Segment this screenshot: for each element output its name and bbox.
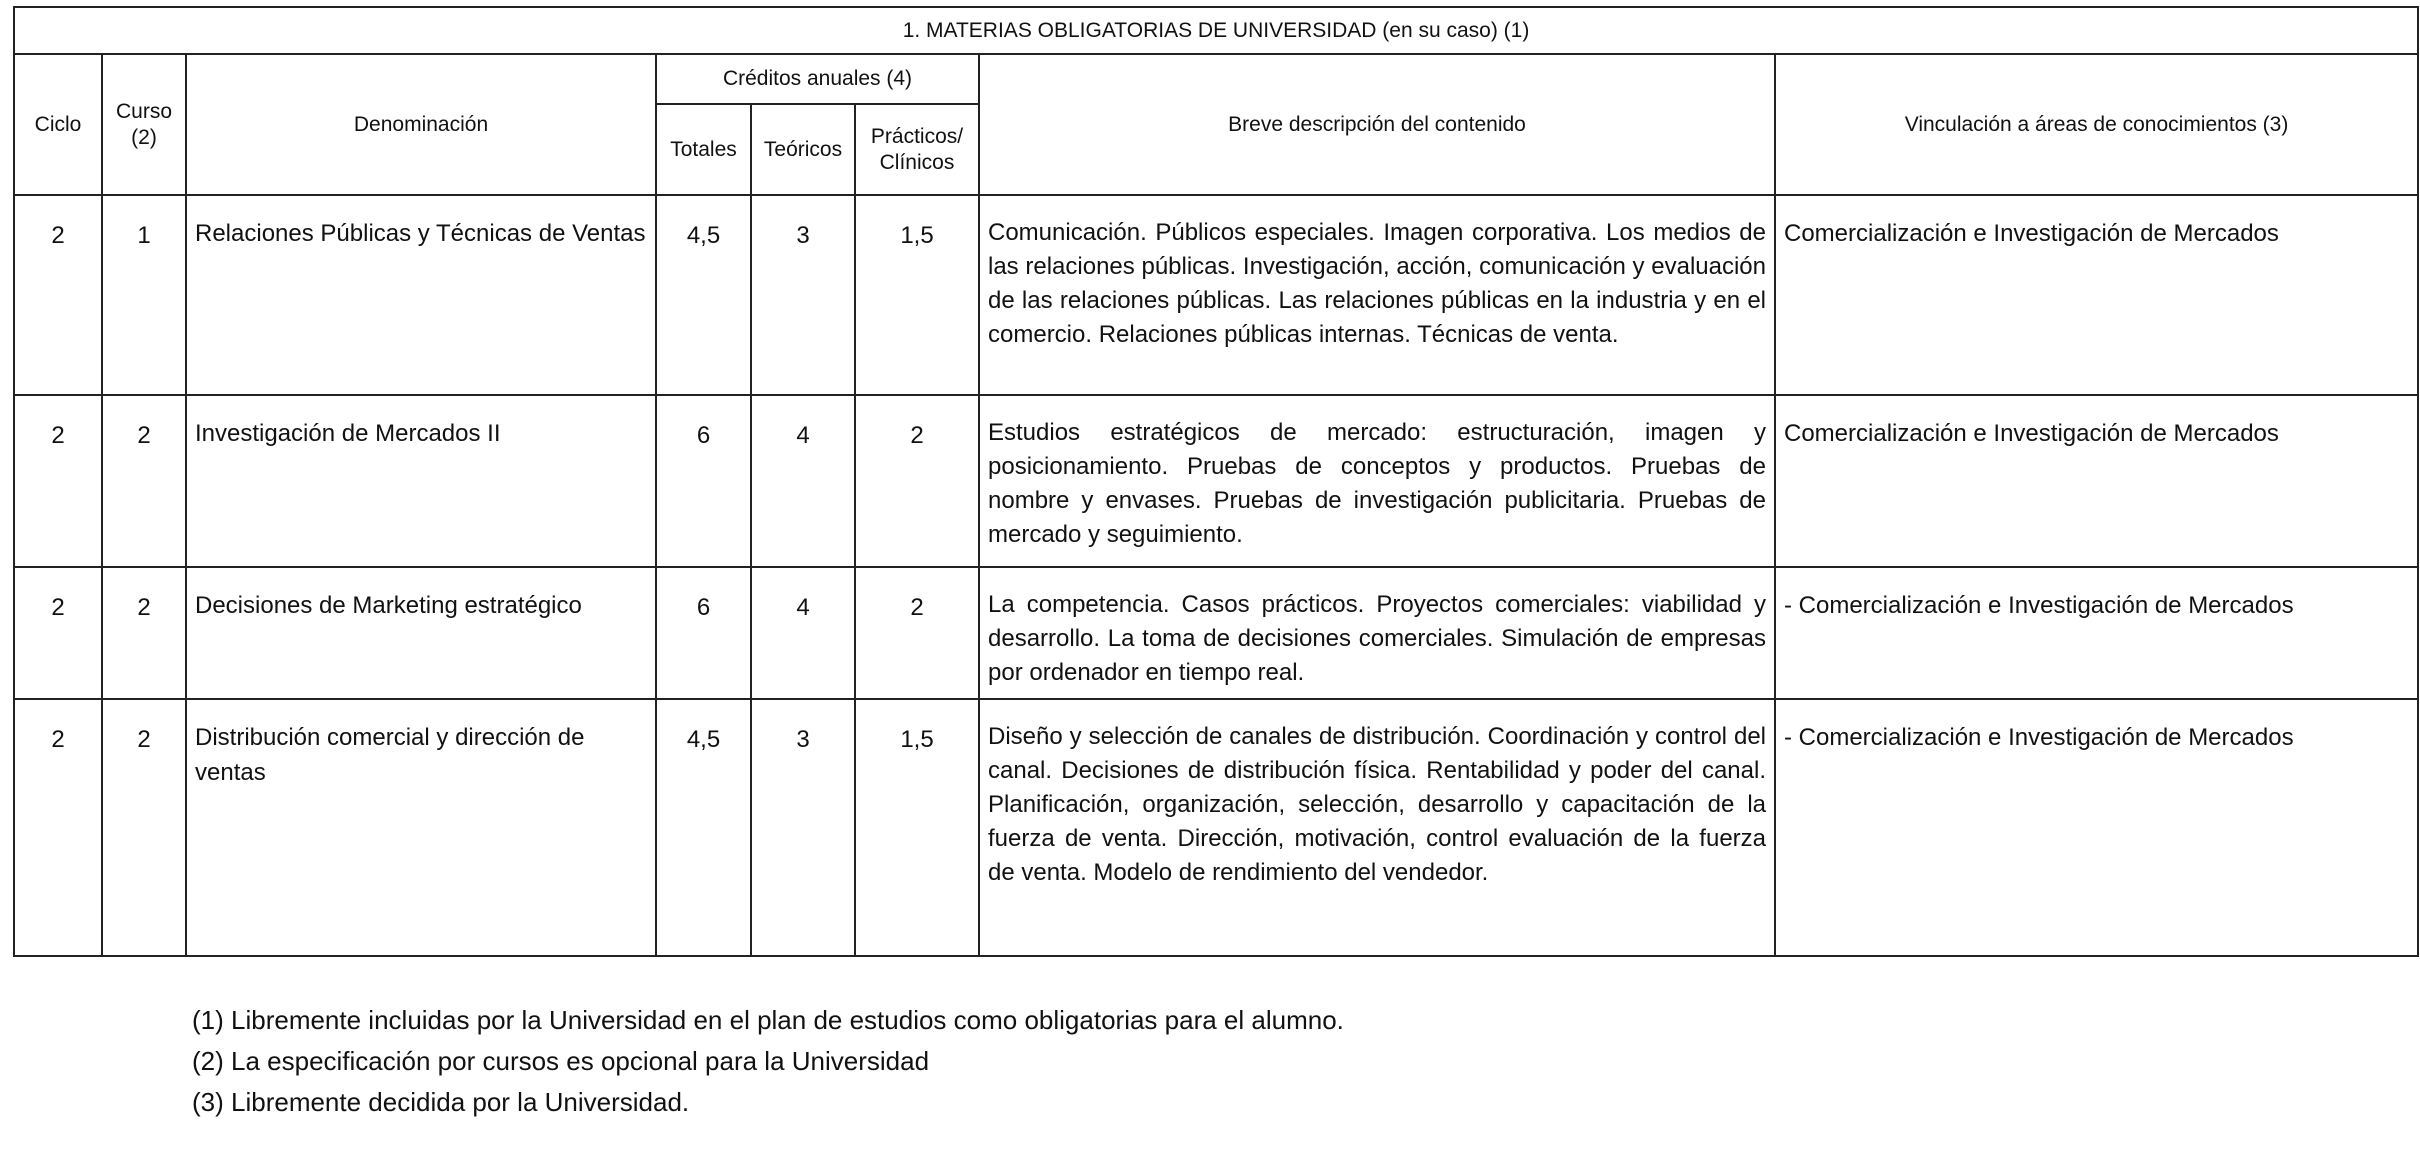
cell-totales: 6 <box>656 395 751 567</box>
cell-vinculacion: - Comercialización e Investigación de Mercados <box>1775 567 2418 699</box>
cell-ciclo: 2 <box>14 395 102 567</box>
header-ciclo: Ciclo <box>14 54 102 195</box>
table-row <box>14 195 2418 395</box>
header-practicos <box>855 104 979 195</box>
cell-teoricos: 4 <box>751 395 855 567</box>
header-totales: Totales <box>656 104 751 195</box>
cell-teoricos: 4 <box>751 567 855 699</box>
cell-practicos: 2 <box>855 567 979 699</box>
cell-curso: 2 <box>102 699 186 956</box>
cell-denominacion: Relaciones Públicas y Técnicas de Ventas <box>186 195 656 395</box>
header-curso-label: Curso <box>115 99 173 123</box>
cell-ciclo: 2 <box>14 195 102 395</box>
footnote-1: (1) Libremente incluidas por la Universidad en el plan de estudios como obligatorias para el alumno. <box>192 1005 1344 1035</box>
cell-curso: 2 <box>102 567 186 699</box>
header-creditos-group: Créditos anuales (4) <box>656 54 979 104</box>
table-row <box>14 567 2418 699</box>
cell-teoricos: 3 <box>751 699 855 956</box>
header-descripcion: Breve descripción del contenido <box>979 54 1775 195</box>
cell-curso: 2 <box>102 395 186 567</box>
footnotes <box>192 1000 1344 1123</box>
header-teoricos: Teóricos <box>751 104 855 195</box>
cell-denominacion: Distribución comercial y dirección de ventas <box>186 699 656 956</box>
cell-practicos: 1,5 <box>855 699 979 956</box>
materias-table <box>13 6 2419 957</box>
cell-descripcion: La competencia. Casos prácticos. Proyectos comerciales: viabilidad y desarrollo. La toma de decisiones comerciales. Simulación de empresas por ordenador en tiempo real. <box>979 567 1775 699</box>
header-vinculacion: Vinculación a áreas de conocimientos (3) <box>1775 54 2418 195</box>
header-curso <box>102 54 186 195</box>
table-row <box>14 395 2418 567</box>
cell-totales: 4,5 <box>656 699 751 956</box>
footnote-3: (3) Libremente decidida por la Universidad. <box>192 1087 690 1117</box>
cell-vinculacion: Comercialización e Investigación de Mercados <box>1775 395 2418 567</box>
header-practicos-line1: Prácticos/ <box>870 124 964 148</box>
cell-teoricos: 3 <box>751 195 855 395</box>
table-row <box>14 699 2418 956</box>
cell-descripcion: Estudios estratégicos de mercado: estructuración, imagen y posicionamiento. Pruebas de conceptos y productos. Pruebas de nombre y envases. Pruebas de investigación publicitaria. Pruebas de mercado y seguimiento. <box>979 395 1775 567</box>
table-title: 1. MATERIAS OBLIGATORIAS DE UNIVERSIDAD (en su caso) (1) <box>14 7 2418 54</box>
cell-ciclo: 2 <box>14 567 102 699</box>
cell-vinculacion: Comercialización e Investigación de Mercados <box>1775 195 2418 395</box>
cell-vinculacion: - Comercialización e Investigación de Mercados <box>1775 699 2418 956</box>
cell-denominacion: Investigación de Mercados II <box>186 395 656 567</box>
cell-totales: 4,5 <box>656 195 751 395</box>
cell-ciclo: 2 <box>14 699 102 956</box>
cell-descripcion: Comunicación. Públicos especiales. Imagen corporativa. Los medios de las relaciones públicas. Investigación, acción, comunicación y evaluación de las relaciones públicas. Las relaciones públicas en la industria y en el comercio. Relaciones públicas internas. Técnicas de venta. <box>979 195 1775 395</box>
cell-descripcion: Diseño y selección de canales de distribución. Coordinación y control del canal. Decisiones de distribución física. Rentabilidad y poder del canal. Planificación, organización, selección, desarrollo y capacitación de la fuerza de venta. Dirección, motivación, control evaluación de la fuerza de venta. Modelo de rendimiento del vendedor. <box>979 699 1775 956</box>
header-curso-note: (2) <box>131 125 157 149</box>
header-denominacion: Denominación <box>186 54 656 195</box>
header-practicos-line2: Clínicos <box>879 150 955 174</box>
cell-denominacion: Decisiones de Marketing estratégico <box>186 567 656 699</box>
footnote-2: (2) La especificación por cursos es opcional para la Universidad <box>192 1046 930 1076</box>
cell-totales: 6 <box>656 567 751 699</box>
cell-practicos: 1,5 <box>855 195 979 395</box>
cell-practicos: 2 <box>855 395 979 567</box>
cell-curso: 1 <box>102 195 186 395</box>
